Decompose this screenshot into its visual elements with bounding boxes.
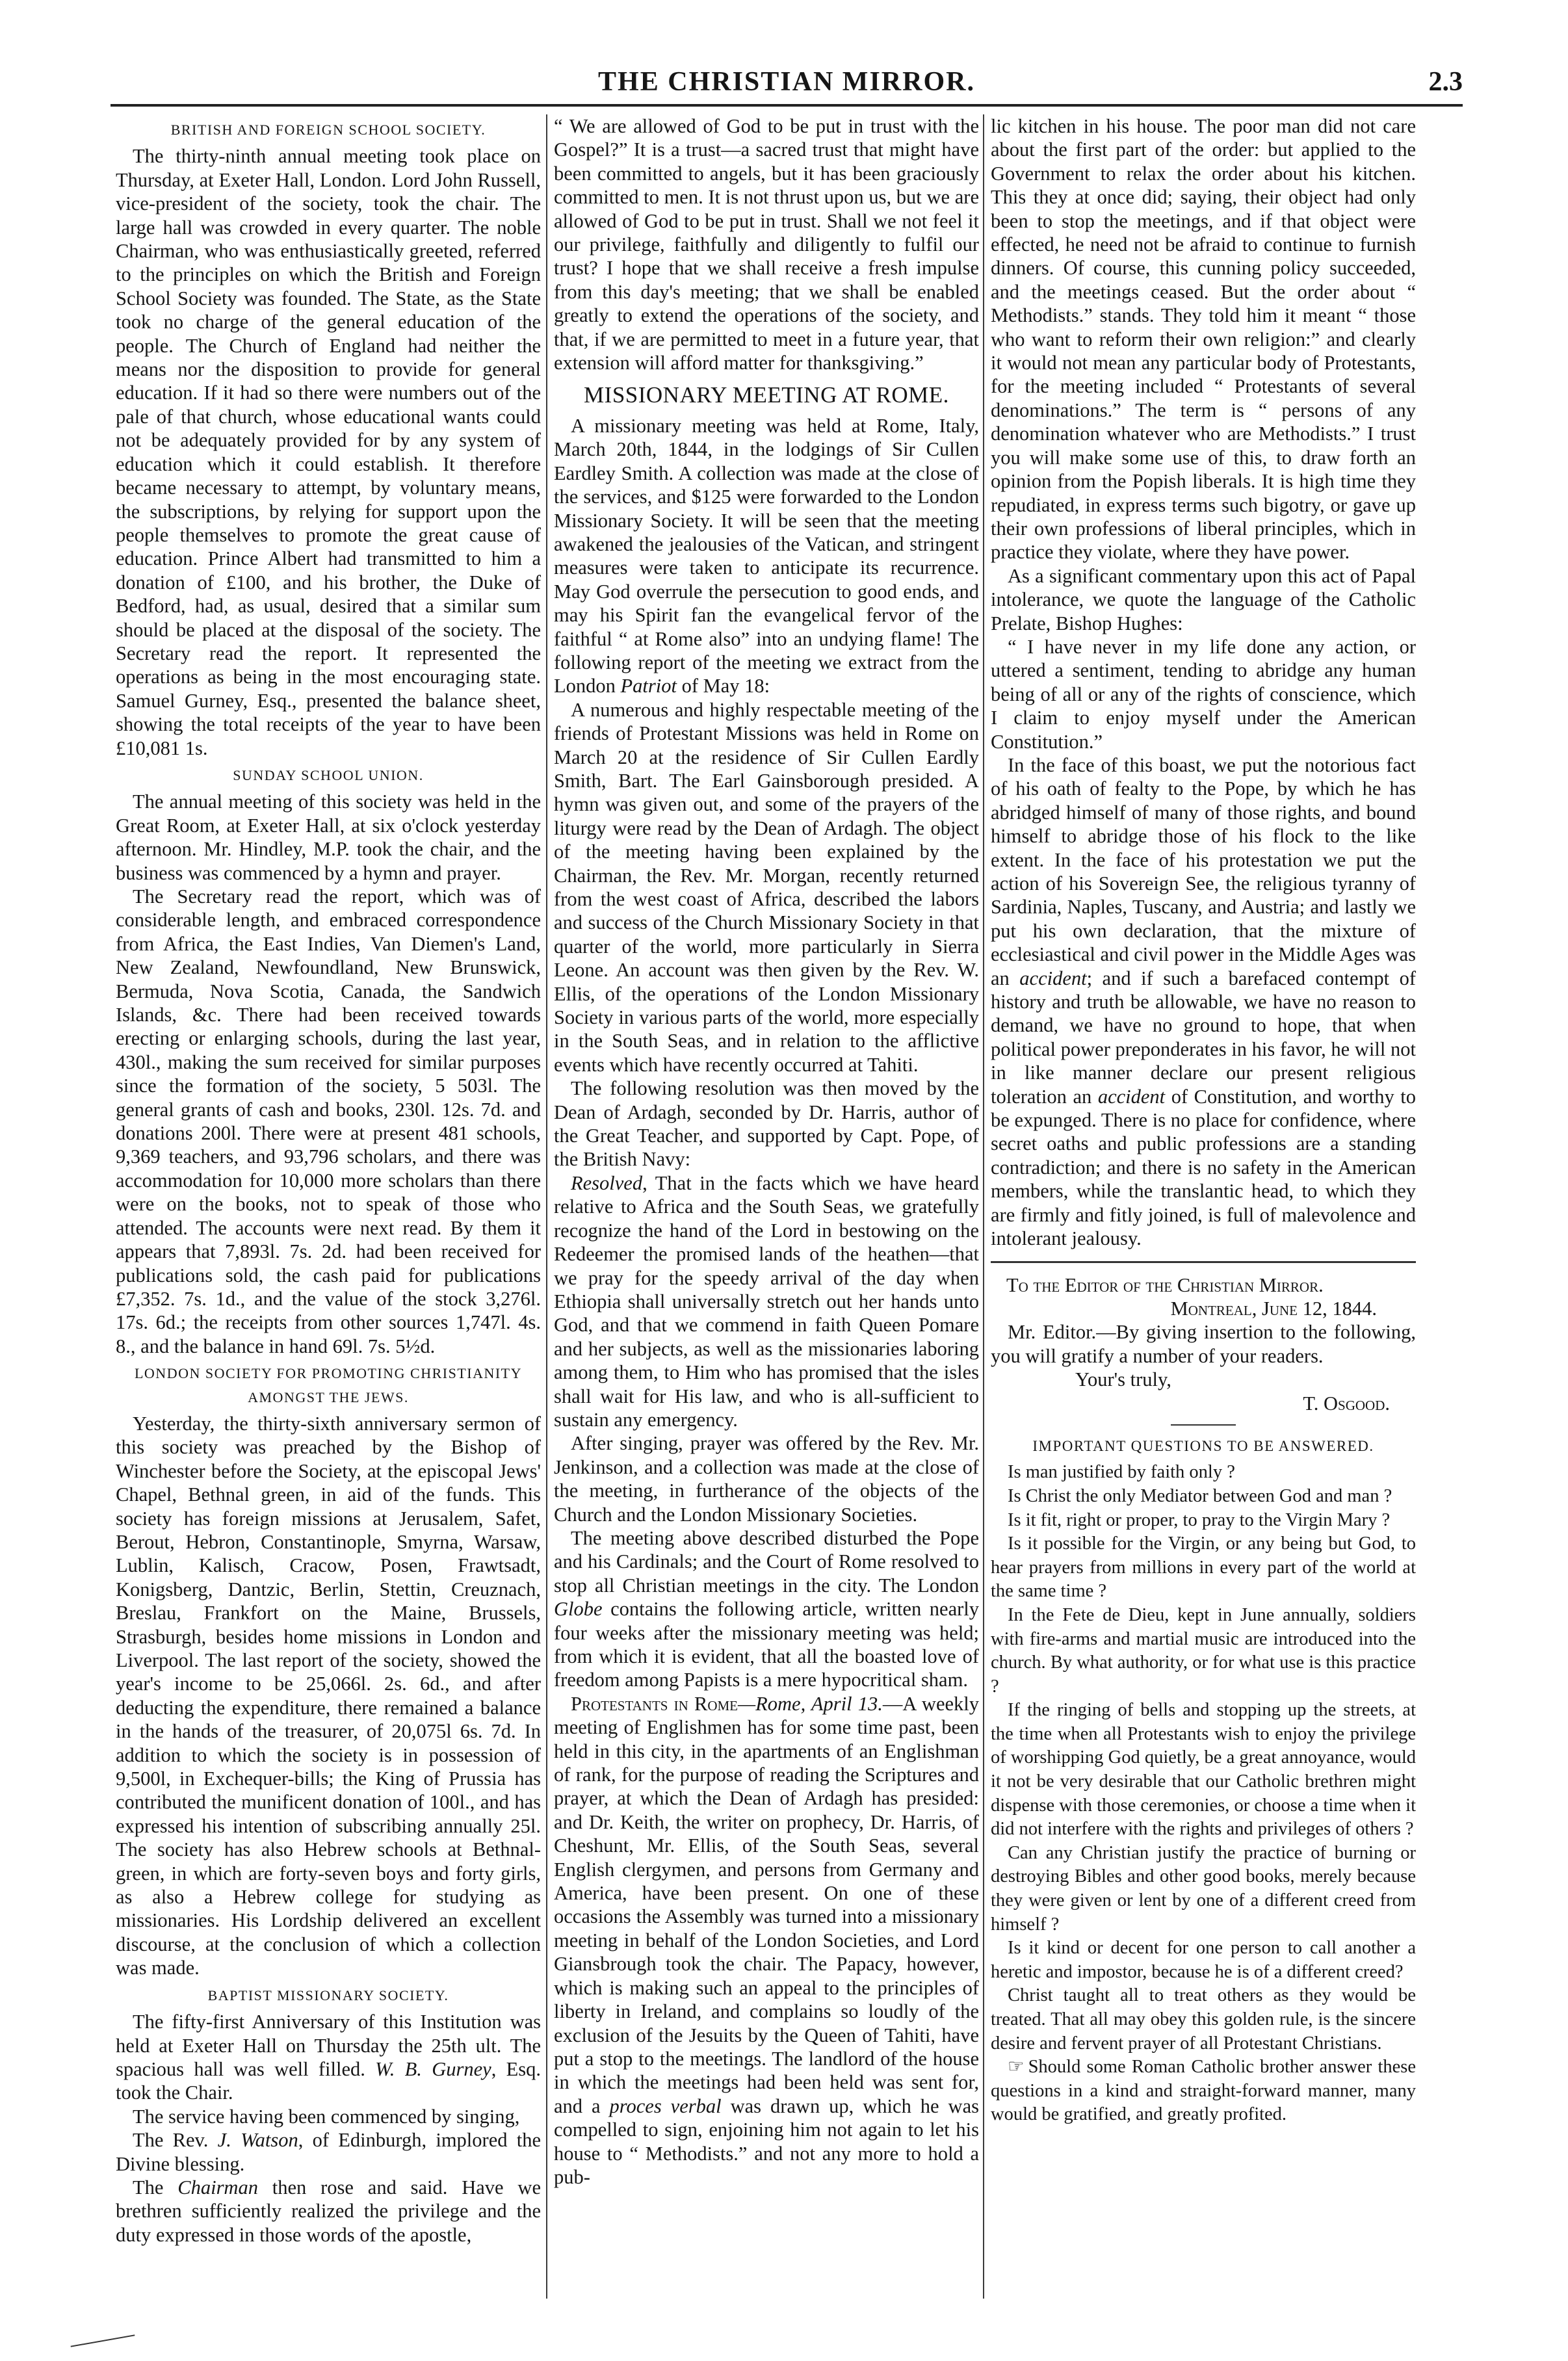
article-paragraph [554,1692,979,2189]
page-number: 2.3 [1428,67,1463,97]
letter-date: Montreal, June 12, 1844. [1170,1297,1377,1320]
separator [1171,1424,1236,1426]
article-paragraph: After singing, prayer was offered by the Rev. Mr. Jenkinson, and a collection was made at the close of the meeting, in furtherance of the objects of the Church and the London Missionary Societies. [554,1432,979,1526]
text-run: , of Edinburgh, implored the Divine blessing. [116,2129,541,2175]
questions-heading: IMPORTANT QUESTIONS TO BE ANSWERED. [1032,1437,1374,1454]
section-rule [991,1261,1416,1263]
text-run: The meeting above described disturbed the Pope and his Cardinals; and the Court of Rome resolved to stop all Christian meetings in the city. The London [554,1526,979,1597]
italic-term: accident [1097,1085,1166,1108]
question: In the Fete de Dieu, kept in June annually, soldiers with fire-arms and martial music are introduced into the church. By what authority, or for what use is this practice ? [991,1604,1416,1697]
article-paragraph: The annual meeting of this society was held in the Great Room, at Exeter Hall, at six o'clock yesterday afternoon. Mr. Hindley, M.P. took the chair, and the business was commenced by a hymn and prayer. [116,790,541,884]
italic-term: proces verbal [609,2094,722,2117]
stray-pen-mark [71,2334,135,2347]
article-paragraph: “ We are allowed of God to be put in trust with the Gospel?” It is a trust—a sacred trust that might have been committed to angels, but it has been graciously committed to men. It is not thrust upon us, but we are allowed of God to be put in trust. Shall we not feel it our privilege, faithfully and diligently to fulfil our trust? I hope that we shall receive a fresh impulse from this day's meeting; that we shall be enabled greatly to extend the operations of the society, and that, if we are permitted to meet in a future year, that extension will afford matter for thanksgiving.” [554,115,979,374]
text-run: A missionary meeting was held at Rome, Italy, March 20th, 1844, in the lodgings of Sir Cullen Eardley Smith. A collection was made at the close of the services, and $125 were forwarded to the London Missionary Society. It will be seen that the meeting awakened the jealousies of the Vatican, and stringent measures were taken to anticipate its recurrence. May God overrule the persecution to good ends, and may his Spirit fan the evangelical fervor of the faithful “ at Rome also” into an undying flame! The following report of the meeting we extract from the London [554,414,979,698]
question: Is it kind or decent for one person to call another a heretic and impostor, because he is of a different creed? [991,1938,1416,1982]
column-3 [991,114,1416,2127]
text-run: contains the following article, written nearly four weeks after the missionary meeting was held; from which it is evident, that all the boasted love of freedom among Papists is a mere hypocritical sham. [554,1598,979,1691]
column-1 [116,114,541,2247]
speaker-name: Chairman [177,2176,258,2198]
newspaper-title: THE CHRISTIAN MIRROR. [598,67,975,97]
article-paragraph: The service having been commenced by singing, [133,2105,520,2128]
article-paragraph: The following resolution was then moved by the Dean of Ardagh, seconded by Dr. Harris, author of the Great Teacher, and supported by Capt. Pope, of the British Navy: [554,1077,979,1171]
letter-signature: T. Osgood. [1303,1392,1390,1415]
masthead [111,62,1463,108]
newspaper-name: Patriot [620,675,677,698]
question: If the ringing of bells and stopping up the streets, at the time when all Protestants wish to enjoy the privilege of worshipping God quietly, be a great annoyance, would it not be very desirable that our Catholic brethren might dispense with those ceremonies, or choose a time when it did not interfere with the rights and privileges of others ? [991,1700,1416,1840]
article-heading: MISSIONARY MEETING AT ROME. [584,382,949,408]
text-run: then rose and said. Have we brethren sufficiently realized the privilege and the duty expressed in those words of the apostle, [116,2176,541,2246]
text-run: Should some Roman Catholic brother answer these questions in a kind and straight-forward manner, many would be gratified, and greatly profited. [991,2057,1416,2125]
article-paragraph [116,2128,541,2176]
header-rule [111,104,1463,107]
text-run: —A weekly meeting of Englishmen has for some time past, been held in this city, in the apartments of an Englishman of rank, for the purpose of reading the Scriptures and prayer, at which the Dean of Ardagh has presided: and Dr. Keith, the writer on prophecy, Dr. Harris, of Cheshunt, Mr. Ellis, of the South Seas, several English clergymen, and persons from Germany and America, have been present. On one of these occasions the Assembly was turned into a missionary meeting in behalf of the London Societies, and Lord Giansbrough took the chair. The Papacy, however, which is making such an appeal to the principles of liberty in Ireland, and complains so loudly of the exclusion of the Jesuits by the Queen of Tahiti, have put a stop to the meetings. The landlord of the house in which the meetings had been held was sent for, and a [554,1692,979,2117]
quotation: “ I have never in my life done any action, or uttered a sentiment, tending to abridge any human being of all or any of the rights of conscience, which I claim to enjoy myself under the American Constitution.” [991,635,1416,753]
question: Can any Christian justify the practice of burning or destroying Bibles and other good books, merely because they were given or lent by one of a different creed from himself ? [991,1842,1416,1935]
question: Is it possible for the Virgin, or any being but God, to hear prayers from millions in every part of the world at the same time ? [991,1533,1416,1602]
text-run: , That in the facts which we have heard relative to Africa and the South Seas, we gratefully recognize the hand of the Lord in bestowing on the Redeemer the promised lands of the heathen—that we pray for the speedy arrival of the day when Ethiopia shall universally stretch out her hands unto God, and that we commend in faith Queen Pomare and her subjects, as well as the missionaries laboring among them, to Him who has promised that the isles shall wait for His law, and who is all-sufficient to sustain any emergency. [554,1171,979,1431]
dateline: —Rome, April 13. [738,1692,883,1715]
article-paragraph: As a significant commentary upon this act of Papal intolerance, we quote the language of the Catholic Prelate, Bishop Hughes: [991,564,1416,634]
article-paragraph [116,2176,541,2247]
person-name: W. B. Gurney [375,2057,491,2080]
question: Is it fit, right or proper, to pray to the Virgin Mary ? [1008,1509,1391,1530]
article-paragraph [554,1171,979,1431]
article-paragraph: The Secretary read the report, which was of considerable length, and embraced correspondence from Africa, the East Indies, Van Diemen's Land, New Zealand, Newfoundland, New Brunswick, Bermuda, Nova Scotia, Canada, the Sandwich Islands, &c. There had been received towards erecting or enlarging schools, during the last year, 430l., making the sum received for similar purposes since the formation of the society, 5 503l. The general grants of cash and books, 230l. 12s. 7d. and donations 200l. There were at present 481 schools, 9,369 teachers, and 93,796 scholars, and there was accommodation for 10,000 more scholars than there were on the books, not to speak of those who attended. The accounts were next read. By them it appears that 7,893l. 7s. 2d. had been received for publications sold, the cash paid for publications £7,352. 7s. 1d., and the value of the stock 3,276l. 17s. 6d.; the receipts from other sources 1,747l. 4s. 8., and the balance in hand 69l. 7s. 5½d. [116,885,541,1357]
article-paragraph [554,414,979,698]
newspaper-name: Globe [554,1598,603,1621]
resolution-label: Resolved [571,1171,643,1194]
article-paragraph: The thirty-ninth annual meeting took place on Thursday, at Exeter Hall, London. Lord John Russell, vice-president of the society, took the chair. The large hall was crowded in every quarter. The noble Chairman, who was enthusiastically greeted, referred to the principles on which the British and Foreign School Society was founded. The State, as the State took no charge of the general education of the people. The Church of England had neither the means nor the disposition to provide for general education. If it had so there were numbers out of the pale of that church, whose educational wants could not be adequately provided for by any system of education which it could establish. It therefore became necessary to attempt, by voluntary means, the subscriptions, by relying for support upon the people themselves to promote the great cause of education. Prince Albert had transmitted to him a donation of £100, and his brother, the Duke of Bedford, had, as usual, desired that a similar sum should be placed at the disposal of the society. The Secretary read the report. It represented the operations as being in the most encouraging state. Samuel Gurney, Esq., presented the balance sheet, showing the total receipts of the year to have been £10,081 1s. [116,145,541,759]
question: Is man justified by faith only ? [1008,1462,1235,1483]
article-paragraph [116,2010,541,2105]
text-run: The [133,2176,178,2198]
column-divider [546,114,547,2299]
pointing-hand-icon: ☞ [1008,2057,1025,2078]
section-lead: Protestants in Rome [571,1692,738,1715]
article-heading: BAPTIST MISSIONARY SOCIETY. [207,1987,449,2003]
column-divider [983,114,984,2299]
article-paragraph: Yesterday, the thirty-sixth anniversary sermon of this society was preached by the Bishop of Winchester before the Society, at the episcopal Jews' Chapel, Bethnal green, in aid of the funds. This society has foreign missions at Jerusalem, Safet, Berout, Hebron, Constantinople, Smyrna, Warsaw, Lublin, Kalisch, Cracow, Posen, Frawtsadt, Konigsberg, Dantzic, Berlin, Stettin, Creuznach, Breslau, Frankfort on the Maine, Brussels, Strasburgh, besides home missions in London and Liverpool. The last report of the society, showed the year's income to be 25,066l. 2s. 6d., and after deducting the expenditure, there remained a balance in the hands of the treasurer, of 20,075l 6s. 7d. In addition to which the society is in possession of 9,500l, in Exchequer-bills; the King of Prussia has contributed the munificent donation of 100l., and has expressed his intention of subscribing annually 25l. The society has also Hebrew schools at Bethnal-green, in which are forty-seven boys and forty girls, as also a Hebrew college for studying as missionaries. His Lordship delivered an excellent discourse, at the conclusion of which a collection was made. [116,1412,541,1979]
person-name: J. Watson [217,2129,298,2152]
text-run: ; and if such a barefaced contempt of history and truth be allowable, we have no reason to demand, we have no ground to hope, that when political power preponderates in his favor, he will not in like manner declare our present religious toleration an [991,967,1416,1108]
text-run: The Rev. [133,2129,218,2152]
letter-address: To the Editor of the Christian Mirror. [1006,1273,1324,1296]
letter-body: Mr. Editor.—By giving insertion to the following, you will gratify a number of your readers. [991,1321,1416,1367]
text-run: of Constitution, and worthy to be expunged. There is no place for confidence, where secret oaths and public professions are a standing contradiction; and there is no safety in the American members, while the translantic head, to which they are firmly and fitly joined, is full of malevolence and intolerant jealousy. [991,1085,1416,1250]
text-run: , Esq. took the Chair. [116,2057,541,2104]
text-run: of May 18: [676,675,770,698]
italic-term: accident [1019,967,1087,989]
article-paragraph [554,1526,979,1692]
closing-note [991,2055,1416,2127]
text-run: was drawn up, which he was compelled to sign, enjoining him not again to let his house to “ Methodists.” and not any more to hold a pub- [554,2094,979,2188]
article-paragraph [991,753,1416,1251]
article-heading: LONDON SOCIETY FOR PROMOTING CHRISTIANITY AMONGST THE JEWS. [134,1365,523,1405]
article-heading: SUNDAY SCHOOL UNION. [233,766,424,783]
article-heading: BRITISH AND FOREIGN SCHOOL SOCIETY. [170,122,486,138]
question: Is Christ the only Mediator between God and man ? [1008,1485,1392,1506]
text-run: The fifty-first Anniversary of this Institution was held at Exeter Hall on Thursday the 25th ult. The spacious hall was well filled. [116,2011,541,2080]
text-run: In the face of this boast, we put the notorious fact of his oath of fealty to the Pope, by which he has abridged himself of many of those rights, and bound himself to abridge those of his flock to the like extent. In the face of his protestation we put the action of his Sovereign See, the religious tyranny of Sardinia, Naples, Tuscany, and Austria; and lastly we put his own declaration, that the mixture of ecclesiastical and civil power in the Middle Ages was an [991,753,1416,989]
article-paragraph: A numerous and highly respectable meeting of the friends of Protestant Missions was held in Rome on March 20 at the residence of Sir Cullen Eardly Smith, Bart. The Earl Gainsborough presided. A hymn was given out, and some of the prayers of the liturgy were read by the Dean of Ardagh. The object of the meeting having been explained by the Chairman, the Rev. Mr. Morgan, recently returned from the west coast of Africa, described the labors and success of the Church Missionary Society in that quarter of the world, more particularly in Sierra Leone. An account was then given by the Rev. W. Ellis, of the operations of the London Missionary Society in various parts of the world, more especially in the South Seas, and in relation to the afflictive events which have recently occurred at Tahiti. [554,698,979,1076]
column-2 [554,114,979,2189]
question: Christ taught all to treat others as they would be treated. That all may obey this golden rule, is the sincere desire and fervent prayer of all Protestant Christians. [991,1985,1416,2054]
article-paragraph: lic kitchen in his house. The poor man did not care about the first part of the order: but applied to the Government to relax the order about his kitchen. This they at once did; saying, their object had only been to stop the meetings, and if that object were effected, he need not be afraid to continue to furnish dinners. Of course, this cunning policy succeeded, and the meetings ceased. But the order about “ Methodists.” stands. They told him it meant “ those who want to reform their own religion:” and clearly it would not mean any particular body of Protestants, for the meeting included “ Protestants of several denominations.” The term is “ persons of any denomination whatever who are Methodists.” I trust you will make some use of this, to draw forth an opinion from the Popish liberals. It is high time they repudiated, in express terms such bigotry, or gave up their own professions of liberal principles, which in practice they violate, where they have power. [991,115,1416,564]
letter-closing: Your's truly, [1075,1368,1171,1391]
